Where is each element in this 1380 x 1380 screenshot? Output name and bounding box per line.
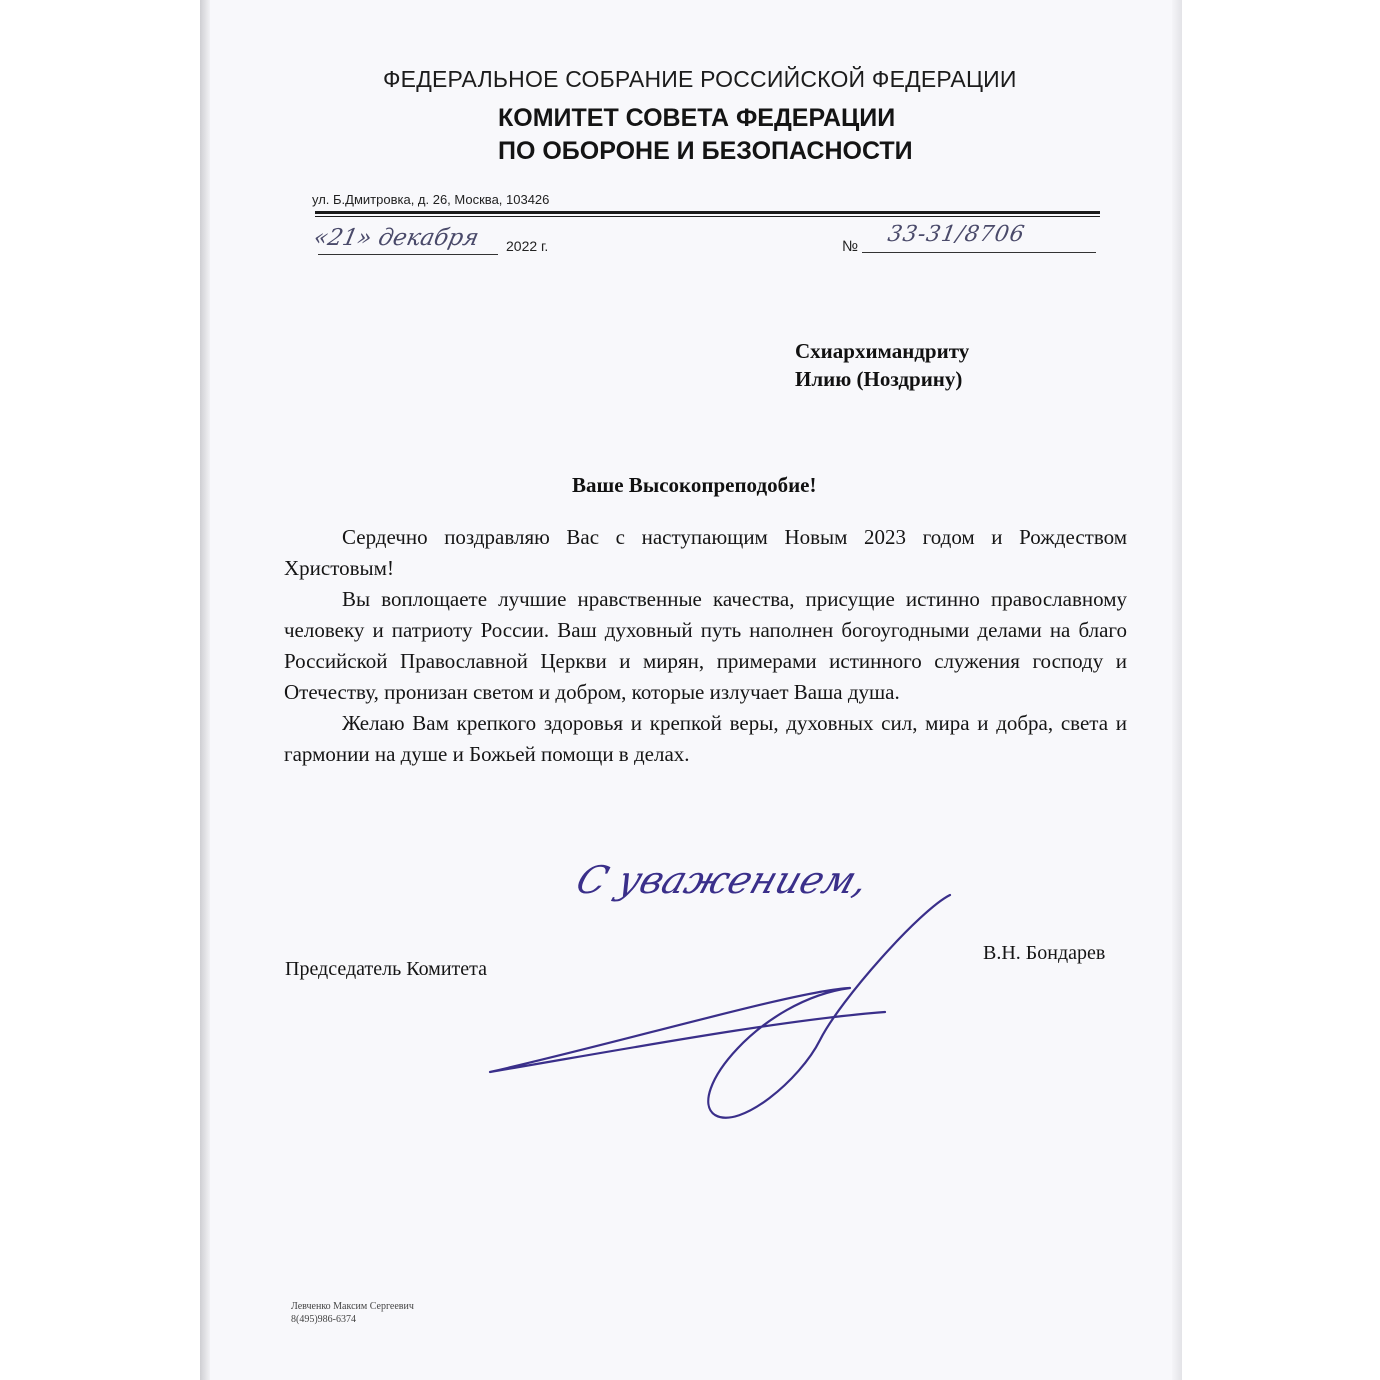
- executor-info: [291, 1300, 414, 1326]
- handwritten-number: 33-31/8706: [885, 222, 1028, 247]
- executor-name: Левченко Максим Сергеевич: [291, 1301, 414, 1312]
- signer-name: В.Н. Бондарев: [983, 942, 1106, 964]
- salutation: Ваше Высокопреподобие!: [572, 473, 817, 497]
- committee-line-2: ПО ОБОРОНЕ И БЕЗОПАСНОСТИ: [498, 137, 913, 165]
- header-rule-thick: [315, 211, 1100, 214]
- handwritten-date: «21» декабря: [311, 225, 482, 251]
- date-year: 2022 г.: [506, 238, 549, 254]
- recipient-line-1: Схиархимандриту: [795, 339, 970, 363]
- committee-title: [498, 102, 913, 168]
- committee-line-1: КОМИТЕТ СОВЕТА ФЕДЕРАЦИИ: [498, 104, 896, 132]
- paragraph-3: Желаю Вам крепкого здоровья и крепкой веры, духовных сил, мира и добра, света и гармонии на душе и Божьей помощи в делах.: [284, 711, 1127, 766]
- signer-position: Председатель Комитета: [285, 958, 488, 980]
- recipient: [795, 337, 969, 393]
- signature-icon: [480, 890, 960, 1130]
- date-underline: [318, 254, 498, 255]
- sheet-right-edge: [1172, 0, 1182, 1380]
- handwritten-closing: С уважением,: [570, 858, 875, 902]
- background-right: [1180, 0, 1380, 1380]
- background-left: [0, 0, 200, 1380]
- recipient-line-2: Илию (Ноздрину): [795, 367, 963, 391]
- paragraph-1: Сердечно поздравляю Вас с наступающим Новым 2023 годом и Рождеством Христовым!: [284, 525, 1127, 580]
- executor-phone: 8(495)986-6374: [291, 1314, 356, 1325]
- organization-title: ФЕДЕРАЛЬНОЕ СОБРАНИЕ РОССИЙСКОЙ ФЕДЕРАЦИИ: [383, 66, 1017, 92]
- number-underline: [862, 252, 1096, 253]
- sheet-left-edge: [200, 0, 210, 1380]
- header-rule-thin: [315, 216, 1100, 217]
- number-sign: №: [842, 238, 859, 255]
- letter-body: [284, 522, 1127, 770]
- address: ул. Б.Дмитровка, д. 26, Москва, 103426: [312, 192, 550, 207]
- paragraph-2: Вы воплощаете лучшие нравственные качества, присущие истинно православному человеку и патриоту России. Ваш духовный путь наполнен богоугодными делами на благо Российской Православной Церкви и мирян, примерами истинного служения господу и Отечеству, пронизан светом и добром, которые излучает Ваша душа.: [284, 587, 1127, 704]
